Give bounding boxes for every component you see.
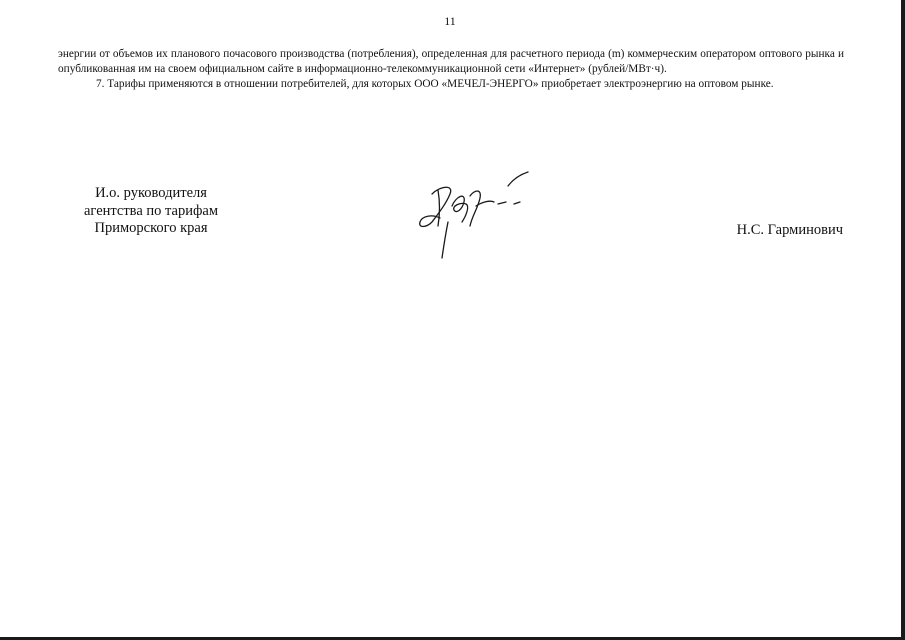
signatory-position bbox=[56, 185, 246, 238]
position-line-2: агентства по тарифам bbox=[84, 202, 218, 219]
document-body bbox=[58, 47, 844, 92]
paragraph-item-7: 7. Тарифы применяются в отношении потребителей, для которых ООО «МЕЧЕЛ-ЭНЕРГО» приобретает электроэнергию на оптовом рынке. bbox=[96, 78, 774, 90]
scan-edge-right bbox=[901, 0, 905, 640]
page-number: 11 bbox=[444, 14, 456, 28]
position-line-3: Приморского края bbox=[94, 220, 208, 236]
paragraph-continuation: энергии от объемов их планового почасового производства (потребления), определенная для расчетного периода (m) коммерческим оператором оптового рынка и опубликованная им на своем официальном сайте в информационно-телекоммуникационной сети «Интернет» (рублей/МВт·ч). bbox=[58, 48, 844, 75]
position-line-1: И.о. руководителя bbox=[95, 185, 207, 201]
handwritten-signature bbox=[410, 166, 540, 266]
signer-name: Н.С. Гарминович bbox=[736, 222, 843, 238]
